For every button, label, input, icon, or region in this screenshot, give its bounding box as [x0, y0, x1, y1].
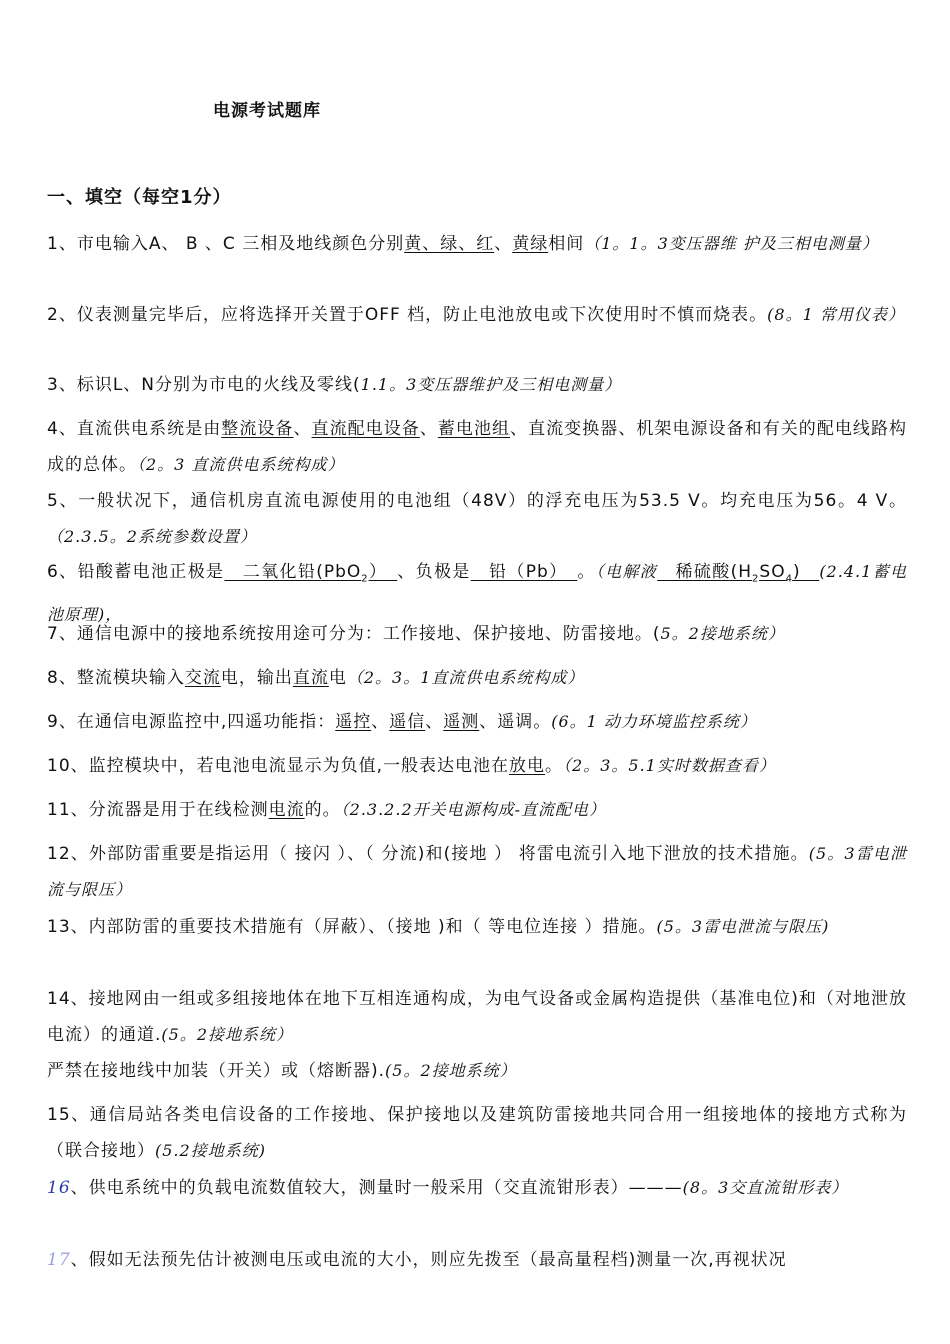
answer: 稀硫酸$(H_2SO_4)$ — [657, 562, 820, 585]
question-14-extra: 严禁在接地线中加装（开关）或（熔断器).(5。2接地系统） — [47, 1061, 517, 1081]
reference: （2。3 直流供电系统构成） — [137, 455, 345, 474]
question-1: 1、市电输入A、 B 、C 三相及地线颜色分别黄、绿、红、黄绿相间（1。1。3变压器维 护及三相电测量） — [47, 234, 879, 254]
question-3: 3、标识L、N分别为市电的火线及零线(1.1。3变压器维护及三相电测量） — [47, 375, 622, 395]
reference: (5。3雷电泄流与限压) — [656, 917, 830, 936]
answer: 遥测 — [443, 712, 480, 732]
reference: （2.3.5。2系统参数设置） — [47, 527, 257, 546]
section-heading: 一、填空（每空1分） — [47, 187, 232, 208]
question-15: 15、通信局站各类电信设备的工作接地、保护接地以及建筑防雷接地共同合用一组接地体的接地方式称为（联合接地）(5.2接地系统) — [47, 1105, 907, 1161]
question-number: 17 — [47, 1250, 71, 1270]
reference: 5。2接地系统） — [660, 624, 785, 643]
reference: (5。3雷电泄流与限压） — [47, 844, 907, 899]
reference: （1。1。3变压器维 护及三相电测量） — [584, 234, 879, 253]
question-9: 9、在通信电源监控中,四遥功能指：遥控、遥信、遥测、遥调。(6。1 动力环境监控系统） — [47, 712, 757, 732]
answer: 黄绿 — [512, 234, 549, 254]
answer: 蓄电池组 — [437, 419, 511, 439]
answer: 整流设备 — [221, 419, 294, 439]
question-12: 12、外部防雷重要是指运用（ 接闪 ）、（ 分流)和(接地 ） 将雷电流引入地下泄放的技术措施。(5。3雷电泄流与限压） — [47, 844, 907, 899]
answer: 直流 — [292, 668, 329, 688]
reference: (2.4.1蓄电池原理)， — [47, 562, 907, 625]
reference: （2。3。1直流供电系统构成） — [346, 668, 585, 687]
question-14: 14、接地网由一组或多组接地体在地下互相连通构成，为电气设备或金属构造提供（基准电位)和（对地泄放电流）的通道.(5。2接地系统） — [47, 989, 907, 1045]
reference: 1.1。3变压器维护及三相电测量） — [360, 375, 622, 394]
answer: 遥信 — [389, 712, 426, 732]
document-title: 电源考试题库 — [213, 101, 321, 121]
reference: (5.2接地系统) — [155, 1141, 266, 1160]
reference: （2.3.2.2开关电源构成-直流配电） — [340, 800, 607, 819]
answer: 放电 — [509, 756, 546, 776]
answer: 电流 — [268, 800, 305, 820]
answer: 黄、绿、红 — [404, 234, 495, 254]
answer: 遥控 — [335, 712, 372, 732]
question-13: 13、内部防雷的重要技术措施有（屏蔽）、（接地 )和（ 等电位连接 ）措施。(5。3雷电泄流与限压) — [47, 917, 830, 937]
reference: (5。2接地系统） — [385, 1061, 517, 1080]
question-10: 10、监控模块中，若电池电流显示为负值,一般表达电池在放电。（2。3。5.1实时数据查看） — [47, 756, 776, 776]
question-2: 2、仪表测量完毕后，应将选择开关置于OFF 档，防止电池放电或下次使用时不慎而烧表。(8。1 常用仪表） — [47, 305, 905, 325]
reference: (6。1 动力环境监控系统） — [551, 712, 757, 731]
question-7: 7、通信电源中的接地系统按用途可分为：工作接地、保护接地、防雷接地。(5。2接地系统） — [47, 624, 785, 644]
reference: （电解液 — [595, 562, 658, 581]
reference: (8。1 常用仪表） — [767, 305, 905, 324]
answer: 铅（Pb） — [470, 562, 578, 582]
question-17: 17、假如无法预先估计被测电压或电流的大小，则应先拨至（最高量程档)测量一次,再视状况 — [47, 1250, 787, 1270]
question-8: 8、整流模块输入交流电，输出直流电（2。3。1直流供电系统构成） — [47, 668, 585, 688]
question-16: 16、供电系统中的负载电流数值较大，测量时一般采用（交直流钳形表）———(8。3交直流钳形表） — [47, 1178, 849, 1198]
answer: 直流配电设备 — [311, 419, 420, 439]
answer: 二氧化铅(PbO$_2$） — [224, 562, 398, 585]
answer: 交流 — [184, 668, 221, 688]
question-4: 4、直流供电系统是由整流设备、直流配电设备、蓄电池组、直流变换器、机架电源设备和有关的配电线路构成的总体。（2。3 直流供电系统构成） — [47, 419, 908, 475]
question-6: 6、铅酸蓄电池正极是 二氧化铅(PbO$_2$） 、负极是 铅（Pb） 。（电解液 稀硫酸$(H_2SO_4)$ (2.4.1蓄电池原理)， — [47, 562, 907, 625]
question-11: 11、分流器是用于在线检测电流的。（2.3.2.2开关电源构成-直流配电） — [47, 800, 607, 820]
question-number: 16 — [47, 1178, 71, 1198]
reference: (8。3交直流钳形表） — [682, 1178, 849, 1197]
reference: (5。2接地系统） — [161, 1025, 294, 1044]
question-5: 5、一般状况下，通信机房直流电源使用的电池组（48V）的浮充电压为53.5 V。均充电压为56。4 V。（2.3.5。2系统参数设置） — [47, 491, 907, 546]
reference: （2。3。5.1实时数据查看） — [563, 756, 776, 775]
